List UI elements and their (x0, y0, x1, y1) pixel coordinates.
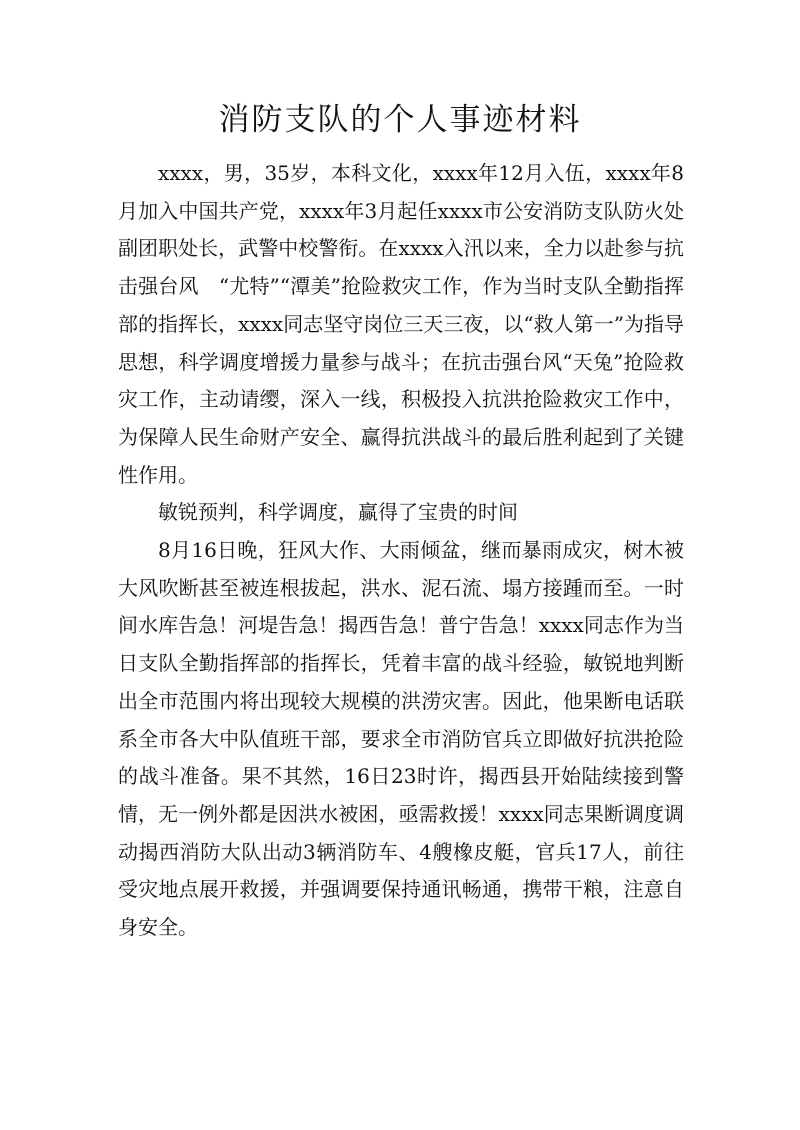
paragraph-flood-response: 8月16日晚，狂风大作、大雨倾盆，继而暴雨成灾，树木被大风吹断甚至被连根拔起，洪水、泥石流、塌方接踵而至。一时间水库告急！河堤告急！揭西告急！普宁告急！xxxx同志作为当日支队全勤指挥部的指挥长，凭着丰富的战斗经验，敏锐地判断出全市范围内将出现较大规模的洪涝灾害。因此，他果断电话联系全市各大中队值班干部，要求全市消防官兵立即做好抗洪抢险的战斗准备。果不其然，16日23时许，揭西县开始陆续接到警情，无一例外都是因洪水被困，亟需救援！xxxx同志果断调度调动揭西消防大队出动3辆消防车、4艘橡皮艇，官兵17人，前往受灾地点展开救援，并强调要保持通讯畅通，携带干粮，注意自身安全。 (118, 538, 684, 940)
document-body (118, 155, 684, 947)
paragraph-section-heading: 敏锐预判，科学调度，赢得了宝贵的时间 (158, 500, 518, 525)
paragraph-intro: xxxx，男，35岁，本科文化，xxxx年12月入伍，xxxx年8月加入中国共产党，xxxx年3月起任xxxx市公安消防支队防火处副团职处长，武警中校警衔。在xxxx入汛以来，全力以赴参与抗击强台风 “尤特”“潭美”抢险救灾工作，作为当时支队全勤指挥部的指挥长，xxxx同志坚守岗位三天三夜，以“救人第一”为指导思想，科学调度增援力量参与战斗；在抗击强台风“天兔”抢险救灾工作，主动请缨，深入一线，积极投入抗洪抢险救灾工作中，为保障人民生命财产安全、赢得抗洪战斗的最后胜利起到了关键性作用。 (118, 161, 684, 487)
document-title: 消防支队的个人事迹材料 (218, 102, 582, 138)
